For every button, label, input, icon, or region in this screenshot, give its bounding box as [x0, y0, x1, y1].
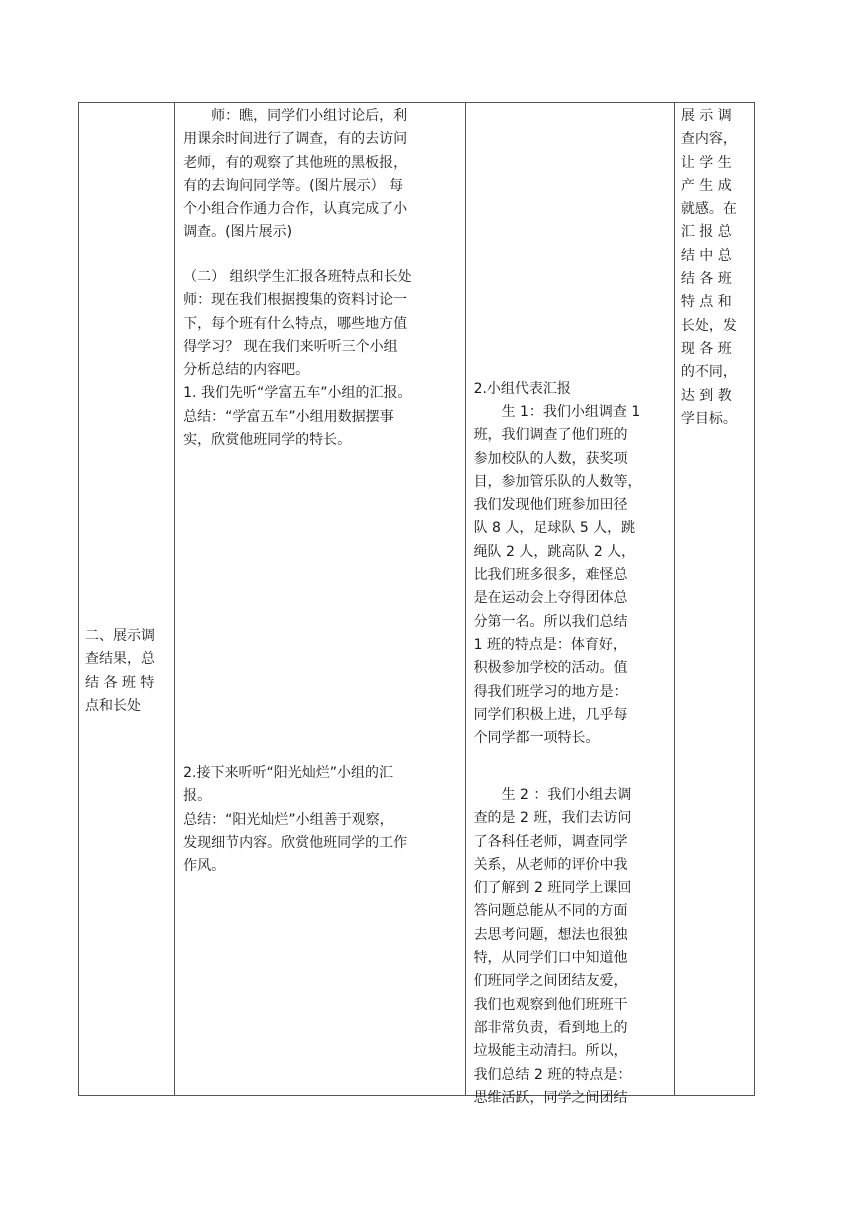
teacher-text-line: 得学习？ 现在我们来听听三个小组 [183, 338, 398, 355]
student-text-line: 特，从同学们口中知道他 [473, 950, 628, 967]
teacher-text-line: 调查。(图片展示) [183, 224, 293, 241]
student-text-line: 绳队 2 人，跳高队 2 人， [473, 543, 636, 560]
student-text-line: 生 1：我们小组调查 1 [501, 404, 641, 420]
lesson-plan-table [78, 102, 755, 1106]
stage-label-line: 查结果，总 [85, 651, 155, 668]
student-text-line: 班，我们调查了他们班的 [473, 427, 628, 444]
teacher-text-line: 老师，有的观察了其他班的黑板报， [183, 154, 408, 171]
student-heading-text: 2.小组代表汇报 [473, 381, 571, 397]
stage-cell [79, 103, 175, 1096]
student-text-line: 们班同学之间团结友爱， [473, 973, 628, 990]
student-text-line: 目，参加管乐队的人数等， [473, 473, 642, 490]
teacher-text-line: 发现细节内容。欣赏他班同学的工作 [183, 834, 408, 851]
teacher-text-line: 实，欣赏他班同学的特长。 [183, 432, 352, 449]
intent-text-line: 查内容， [680, 131, 737, 148]
student-text-line: 关系，从老师的评价中我 [473, 856, 628, 873]
student-text-line: 个同学都一项特长。 [473, 730, 600, 747]
intent-text-line: 结 各 班 [680, 271, 732, 288]
student-text-line: 参加校队的人数，获奖项 [473, 450, 628, 467]
teacher-text-line: 下，每个班有什么特点，哪些地方值 [183, 315, 408, 332]
student-text-line: 同学们积极上进，几乎每 [473, 706, 628, 723]
student-text-line: 是在运动会上夺得团体总 [473, 590, 628, 607]
intent-text-line: 学目标。 [680, 410, 737, 427]
teacher-text-line: 2.接下来听听“阳光灿烂”小组的汇 [183, 765, 394, 781]
stage-label-line: 二、展示调 [85, 628, 155, 644]
student-text-line: 1 班的特点是：体育好， [473, 636, 627, 653]
intent-text-line: 达 到 教 [680, 387, 732, 404]
intent-text-line: 让 学 生 [680, 154, 732, 171]
teacher-text-line: 师：瞧，同学们小组讨论后，利 [211, 108, 408, 124]
design-intent-text [681, 105, 749, 431]
table-row [79, 103, 755, 1096]
intent-text-line: 的不同， [680, 364, 737, 381]
teacher-text-line: 总结：“阳光灿烂”小组善于观察， [183, 811, 394, 828]
teacher-text-line: 1. 我们先听“学富五车”小组的汇报。 [183, 385, 412, 402]
stage-label [85, 625, 171, 718]
student-text-line: 积极参加学校的活动。值 [473, 660, 628, 677]
student-text-line: 生 2 ：我们小组去调 [501, 787, 632, 803]
stage-label-line: 点和长处 [85, 697, 141, 714]
teacher-activity-cell [175, 103, 465, 1096]
teacher-section2-paragraph [183, 266, 459, 452]
teacher-text-line: 分析总结的内容吧。 [183, 362, 310, 379]
student-text-line: 思维活跃，同学之间团结 [473, 1089, 628, 1106]
teacher-intro-paragraph [183, 105, 459, 245]
design-intent-cell [674, 103, 754, 1096]
teacher-text-line: 个小组合作通力合作，认真完成了小 [183, 201, 408, 218]
student1-report [474, 401, 668, 750]
teacher-text-line: 用课余时间进行了调查，有的去访问 [183, 131, 408, 148]
intent-text-line: 特 点 和 [680, 294, 732, 311]
student-text-line: 部非常负责，看到地上的 [473, 1019, 628, 1036]
student-text-line: 们了解到 2 班同学上课回 [473, 880, 632, 897]
intent-text-line: 结 中 总 [680, 247, 732, 264]
student-text-line: 得我们班学习的地方是： [473, 683, 628, 700]
teacher-text-line: 有的去询问同学等。(图片展示） 每 [183, 177, 404, 194]
student2-report [474, 784, 668, 1110]
student-text-line: 去思考问题，想法也很独 [473, 926, 628, 943]
student-text-line: 我们发现他们班参加田径 [473, 497, 628, 514]
stage-label-line: 结 各 班 特 [85, 674, 155, 691]
student-text-line: 比我们班多很多，难怪总 [473, 567, 628, 584]
intent-text-line: 展 示 调 [680, 108, 732, 124]
teacher-group2-paragraph [183, 762, 459, 878]
teacher-text-line: （二） 组织学生汇报各班特点和长处 [183, 269, 412, 285]
student-text-line: 队 8 人，足球队 5 人，跳 [473, 520, 636, 537]
teacher-text-line: 总结：“学富五车”小组用数据摆事 [183, 408, 394, 425]
student-text-line: 分第一名。所以我们总结 [473, 613, 628, 630]
student-activity-cell [465, 103, 674, 1106]
student-text-line: 了各科任老师，调查同学 [473, 833, 628, 850]
intent-text-line: 就感。在 [680, 201, 737, 218]
teacher-text-line: 师：现在我们根据搜集的资料讨论一 [183, 292, 408, 309]
student-text-line: 答问题总能从不同的方面 [473, 903, 628, 920]
student-text-line: 我们也观察到他们班班干 [473, 996, 628, 1013]
intent-text-line: 现 各 班 [680, 340, 732, 357]
teacher-text-line: 报。 [183, 788, 212, 805]
intent-text-line: 长处，发 [680, 317, 737, 334]
student-text-line: 垃圾能主动清扫。所以， [473, 1043, 628, 1060]
student-report-heading [474, 378, 668, 401]
student-text-line: 查的是 2 班，我们去访问 [473, 810, 632, 827]
teacher-text-line: 作风。 [183, 858, 226, 875]
intent-text-line: 产 生 成 [680, 177, 732, 194]
student-text-line: 我们总结 2 班的特点是： [473, 1066, 632, 1083]
intent-text-line: 汇 报 总 [680, 224, 732, 241]
